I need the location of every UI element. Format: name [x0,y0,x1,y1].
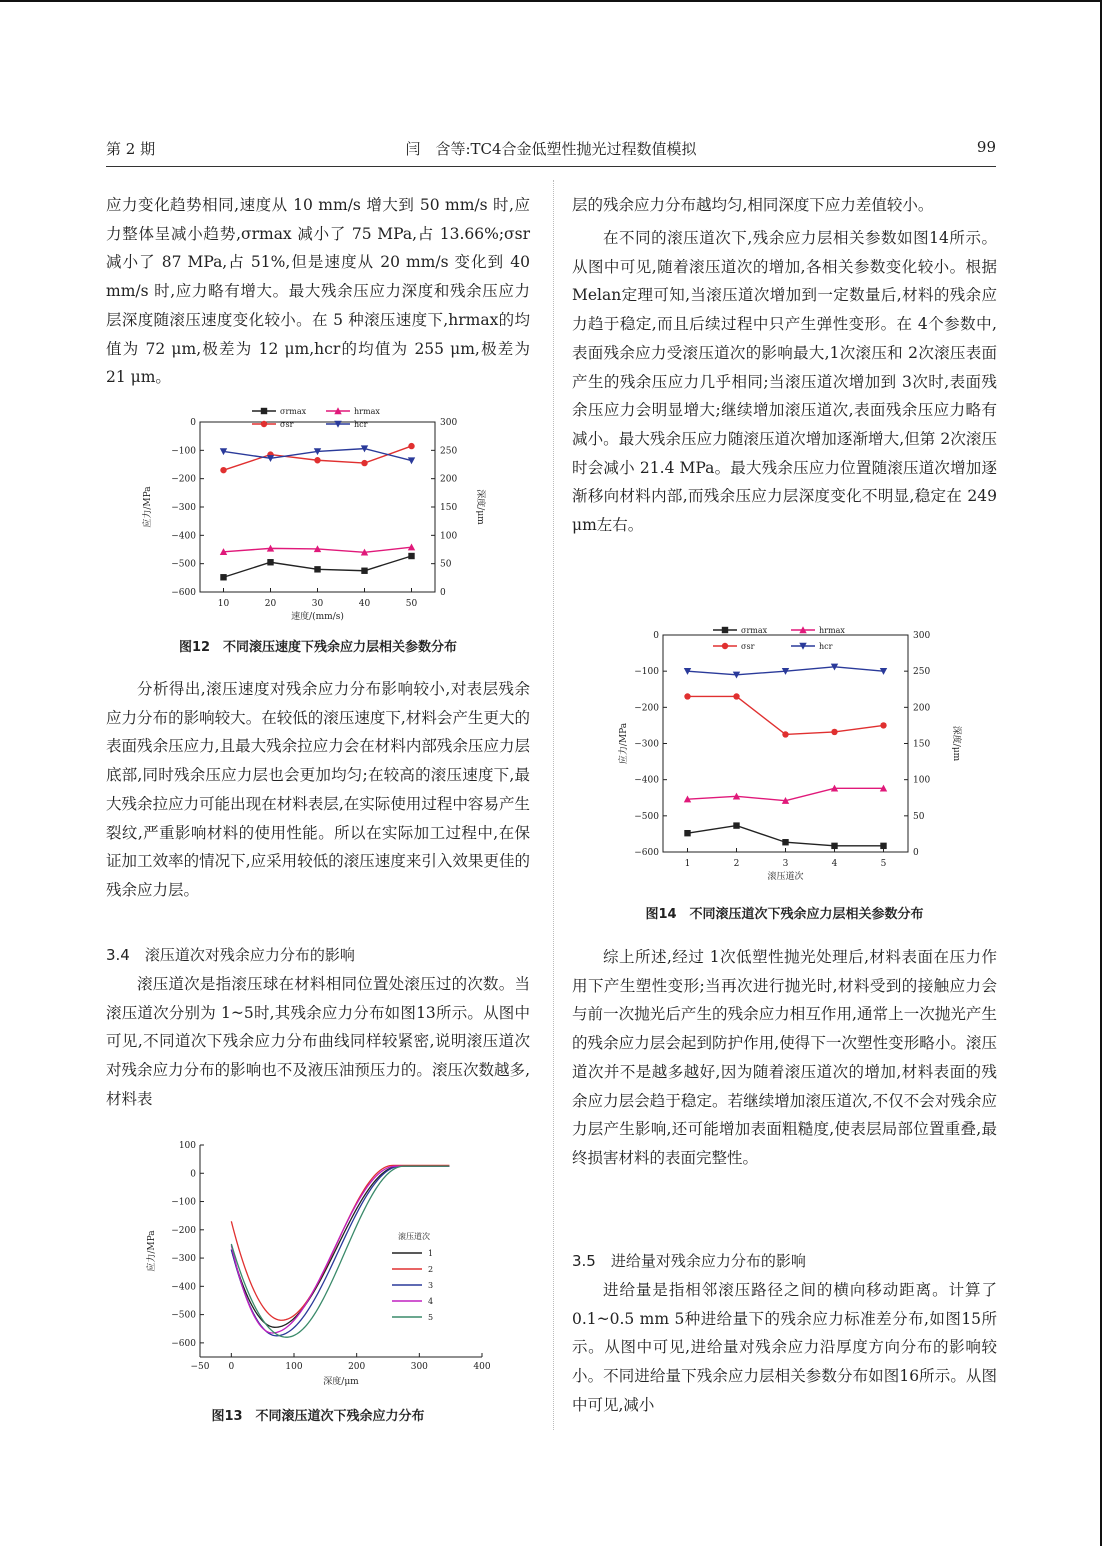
y2-tick-label: 150 [913,739,931,750]
legend-label-2: hrmax [354,407,380,416]
x-tick-label: 100 [285,1362,303,1372]
y-tick-label: −300 [171,503,196,513]
y-tick-label: −400 [171,1282,196,1293]
data-point-0-1 [733,822,739,828]
data-point-0-4 [880,843,886,849]
data-point-1-1 [733,693,739,699]
y-tick-label: −400 [171,531,196,542]
data-point-1-4 [880,722,886,728]
figure-13-chart [140,1135,500,1400]
y-tick-label: −100 [171,1197,196,1208]
y-tick-label: −300 [634,739,659,750]
x-tick-label: −50 [190,1362,210,1372]
right-paragraph-2-text: 在不同的滚压道次下,残余应力层相关参数如图14所示。从图中可见,随着滚压道次的增加,各相关参数变化较小。根据 Melan定理可知,当滚压道次增加到一定数量后,材料的残余应力趋于稳定,而且后续过程中只产生弹性变形。在 4个参数中,表面残余应力受滚压道次的影响最大,1次滚压和 2次滚压表面产生的残余压应力几乎相同;当滚压道次增加到 3次时,表面残余压应力会明显增大;继续增加滚压道次,表面残余压应力略有减小。最大残余压应力随滚压道次增加逐渐增大,但第 2次滚压时会减小 21.4 MPa。最大残余压应力位置随滚压道次增加逐渐移向材料内部,而残余压应力层深度变化不明显,稳定在 249 μm左右。 [572,229,997,535]
y2-tick-label: 50 [440,559,452,570]
x-tick-label: 50 [405,599,418,609]
y-tick-label: −500 [634,811,659,822]
x-axis-label: 滚压道次 [767,872,804,882]
column-divider [553,180,554,1430]
legend-marker-1 [722,643,728,649]
data-point-1-2 [314,457,320,463]
legend-label-2: 3 [428,1281,434,1290]
legend-label-3: hcr [354,420,368,429]
legend-label-0: σrmax [741,626,768,635]
left-paragraph-2 [106,675,530,905]
y-axis-label: 应力/MPa [147,1230,157,1272]
series-line-1 [688,696,884,734]
x-tick-label: 200 [348,1362,366,1372]
y-tick-label: 0 [190,418,196,428]
data-point-0-2 [314,566,320,572]
left-paragraph-3-text: 滚压道次是指滚压球在材料相同位置处滚压过的次数。当滚压道次分别为 1~5时,其残余应力分布如图13所示。从图中可见,不同道次下残余应力分布曲线同样较紧密,说明滚压道次对残余应力分布的影响也不及液压油预压力的。滚压次数越多,材料表 [106,975,530,1108]
x-tick-label: 20 [264,599,277,609]
data-point-0-3 [361,568,367,574]
left-paragraph-3 [106,970,530,1114]
profile-curve-1 [231,1165,449,1320]
legend-marker-0 [722,627,728,633]
y2-tick-label: 0 [913,848,919,858]
data-point-1-3 [361,460,367,466]
left-paragraph-1 [106,191,530,392]
y2-axis-label: 深度/μm [475,489,485,525]
x-tick-label: 10 [217,599,230,609]
y2-tick-label: 100 [440,531,458,542]
profile-curve-4 [231,1166,449,1337]
y-tick-label: −400 [634,775,659,786]
right-paragraph-1-text: 层的残余应力分布越均匀,相同深度下应力差值较小。 [572,196,934,214]
data-point-0-2 [782,839,788,845]
y-axis-label: 应力/MPa [619,722,629,765]
data-point-1-2 [782,731,788,737]
x-tick-label: 300 [410,1362,428,1372]
data-point-3-4 [408,457,415,464]
left-paragraph-2-text: 分析得出,滚压速度对残余应力分布影响较小,对表层残余应力分布的影响较大。在较低的滚压速度下,材料会产生更大的表面残余压应力,且最大残余拉应力会在材料内部残余压应力层底部,同时残余压应力层也会更加均匀;在较高的滚压速度下,最大残余拉应力可能出现在材料表层,在实际使用过程中容易产生裂纹,严重影响材料的使用性能。所以在实际加工过程中,在保证加工效率的情况下,应采用较低的滚压速度来引入效果更佳的残余应力层。 [106,680,530,899]
page-border-top [0,0,1102,2]
y2-tick-label: 300 [440,418,458,428]
y-axis-label: 应力/MPa [143,486,153,528]
data-point-0-3 [831,843,837,849]
x-tick-label: 30 [311,599,324,609]
issue-number: 第 2 期 [106,140,156,158]
y-tick-label: −100 [171,446,196,457]
y2-tick-label: 250 [913,667,931,678]
running-title: 闫 含等:TC4合金低塑性抛光过程数值模拟 [405,140,697,158]
legend-marker-1 [261,421,267,427]
figure-12-chart [140,405,505,630]
page-number: 99 [976,138,996,156]
y2-tick-label: 200 [913,703,931,714]
x-tick-label: 5 [880,859,887,869]
legend-label-3: 4 [428,1297,434,1306]
y2-tick-label: 0 [440,588,446,598]
x-axis-label: 速度/(mm/s) [291,612,344,622]
y-tick-label: 0 [190,1169,196,1180]
y-tick-label: −200 [171,1225,196,1236]
data-point-1-0 [220,467,226,473]
data-point-1-3 [831,729,837,735]
x-tick-label: 1 [684,859,691,869]
plot-frame [663,635,908,852]
legend-title: 滚压道次 [398,1232,430,1241]
right-paragraph-2 [572,224,997,540]
y-tick-label: −600 [171,588,196,598]
y-tick-label: 100 [178,1141,196,1151]
right-paragraph-4 [572,1276,997,1420]
header-rule [106,166,996,167]
x-tick-label: 40 [358,599,371,609]
y2-tick-label: 300 [913,631,931,641]
y-tick-label: −600 [634,848,659,858]
data-point-0-0 [220,574,226,580]
legend-label-2: hrmax [819,626,845,635]
data-point-1-4 [408,443,414,449]
section-3-5-heading: 3.5 进给量对残余应力分布的影响 [572,1252,806,1270]
right-paragraph-3 [572,943,997,1173]
y-tick-label: −500 [171,1310,196,1321]
x-tick-label: 400 [473,1362,491,1372]
legend-label-0: σrmax [280,407,307,416]
y2-tick-label: 100 [913,775,931,786]
right-paragraph-3-text: 综上所述,经过 1次低塑性抛光处理后,材料表面在压力作用下产生塑性变形;当再次进行抛光时,材料受到的接触应力会与前一次抛光后产生的残余应力相互作用,通常上一次抛光产生的残余应力层会起到防护作用,使得下一次塑性变形略小。滚压道次并不是越多越好,因为随着滚压道次的增加,材料表面的残余应力层会趋于稳定。若继续增加滚压道次,不仅不会对残余应力层产生影响,还可能增加表面粗糙度,使表层局部位置重叠,最终损害材料的表面完整性。 [572,948,997,1167]
running-header [106,138,996,166]
figure-12-caption: 图12 不同滚压速度下残余应力层相关参数分布 [178,640,458,655]
data-point-0-1 [267,559,273,565]
y2-tick-label: 250 [440,446,458,457]
x-tick-label: 3 [782,859,789,869]
y-tick-label: −300 [171,1254,196,1265]
legend-label-1: σsr [741,642,755,651]
y-tick-label: −200 [634,703,659,714]
legend-label-1: 2 [428,1265,434,1274]
y-tick-label: −100 [634,667,659,678]
y-tick-label: 0 [653,631,659,641]
y2-tick-label: 150 [440,503,458,513]
legend-marker-0 [261,408,267,414]
x-tick-label: 0 [228,1362,235,1372]
x-axis-label: 深度/μm [323,1377,359,1387]
profile-curve-2 [231,1166,449,1336]
right-paragraph-1 [572,191,997,220]
legend-label-3: hcr [819,642,833,651]
figure-14-caption: 图14 不同滚压道次下残余应力层相关参数分布 [645,907,924,922]
y2-axis-label: 深度/μm [951,725,961,762]
right-paragraph-4-text: 进给量是指相邻滚压路径之间的横向移动距离。计算了 0.1~0.5 mm 5种进给量下的残余应力标准差分布,如图15所示。从图中可见,进给量对残余应力沿厚度方向分布的影响较小。不同进给量下残余应力层相关参数分布如图16所示。从图中可见,减小 [572,1281,997,1414]
x-tick-label: 2 [733,859,740,869]
legend-label-4: 5 [428,1313,434,1322]
legend-label-0: 1 [428,1249,434,1258]
data-point-0-0 [684,830,690,836]
section-3-4-heading: 3.4 滚压道次对残余应力分布的影响 [106,946,355,964]
y-tick-label: −600 [171,1338,196,1349]
legend-label-1: σsr [280,420,294,429]
y2-tick-label: 200 [440,474,458,485]
x-tick-label: 4 [831,859,838,869]
left-paragraph-1-text: 应力变化趋势相同,速度从 10 mm/s 增大到 50 mm/s 时,应力整体呈减小趋势,σrmax 减小了 75 MPa,占 13.66%;σsr减小了 87 MPa,占 51%,但是速度从 20 mm/s 变化到 40 mm/s 时,应力略有增大。最大残余压应力深度和残余压应力层深度随滚压速度变化较小。在 5 种滚压速度下,hrmax的均值为 72 μm,极差为 12 μm,hcr的均值为 255 μm,极差为 21 μm。 [106,196,530,387]
y-tick-label: −500 [171,559,196,570]
data-point-0-4 [408,553,414,559]
data-point-1-0 [684,693,690,699]
figure-14-chart [618,620,961,890]
y2-tick-label: 50 [913,811,925,822]
figure-13-caption: 图13 不同滚压道次下残余应力分布 [211,1409,425,1424]
y-tick-label: −200 [171,474,196,485]
